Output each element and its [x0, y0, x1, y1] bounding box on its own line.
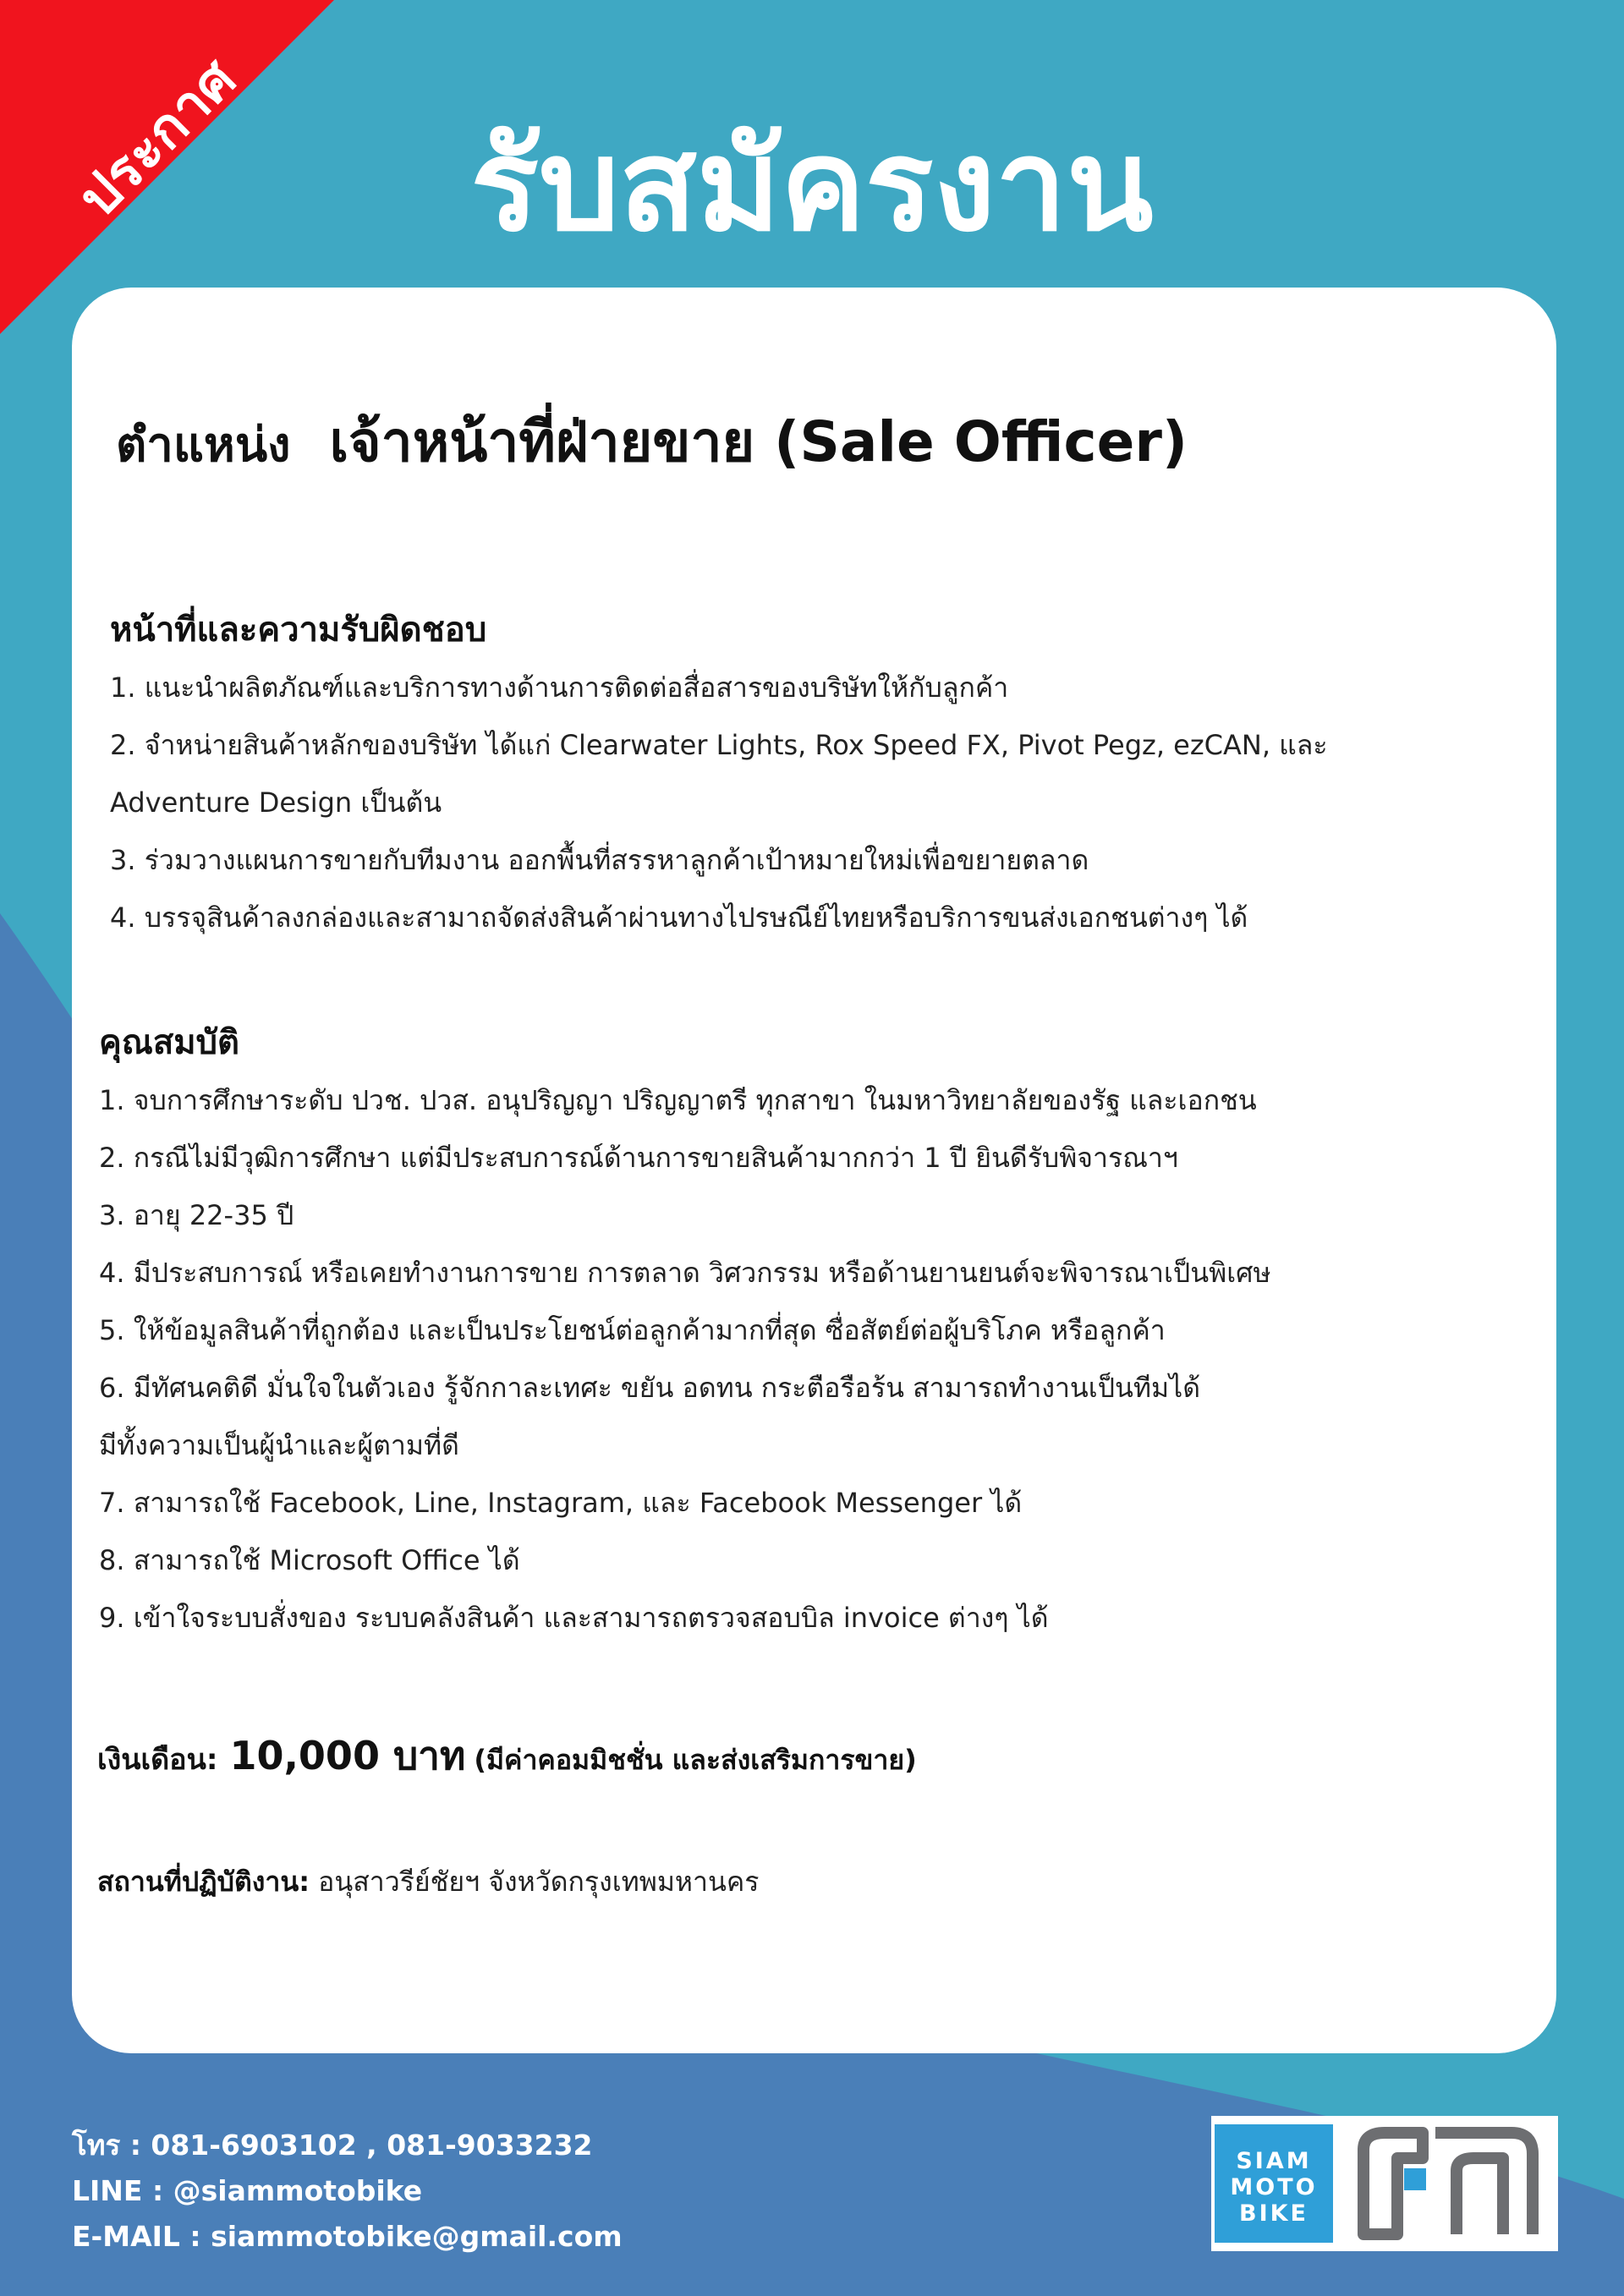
qualification-item: 8. สามารถใช้ Microsoft Office ได้: [99, 1544, 520, 1576]
duties-title: หน้าที่และความรับผิดชอบ: [110, 611, 487, 649]
qualification-item: มีทั้งความเป็นผู้นำและผู้ตามที่ดี: [99, 1429, 459, 1461]
duty-item: 4. บรรจุสินค้าลงกล่องและสามาถจัดส่งสินค้าผ่านทางไปรษณีย์ไทยหรือบริการขนส่งเอกชนต่างๆ ได้: [110, 901, 1248, 934]
qualification-item: 6. มีทัศนคติดี มั่นใจในตัวเอง รู้จักกาละเทศะ ขยัน อดทน กระตือรือร้น สามารถทำงานเป็นทีมได้: [99, 1372, 1200, 1404]
qualification-item: 7. สามารถใช้ Facebook, Line, Instagram, และ Facebook Messenger ได้: [99, 1487, 1023, 1519]
contact-line: LINE : @siammotobike: [72, 2174, 423, 2207]
contact-email: E-MAIL : siammotobike@gmail.com: [72, 2220, 623, 2253]
position-label: ตำแหน่ง: [116, 418, 291, 473]
qualifications-list: [99, 1071, 1271, 1647]
logo-mark-icon: [1338, 2124, 1550, 2244]
salary-label: เงินเดือน:: [97, 1743, 218, 1777]
location-line: [97, 1860, 759, 1904]
logo-wordmark: [1215, 2148, 1333, 2227]
duty-item: 3. ร่วมวางแผนการขายกับทีมงาน ออกพื้นที่สรรหาลูกค้าเป้าหมายใหม่เพื่อขยายตลาด: [110, 844, 1089, 876]
qualification-item: 3. อายุ 22-35 ปี: [99, 1199, 294, 1231]
salary-note: (มีค่าคอมมิชชั่น และส่งเสริมการขาย): [474, 1744, 917, 1776]
duty-item: 2. จำหน่ายสินค้าหลักของบริษัท ได้แก่ Clearwater Lights, Rox Speed FX, Pivot Pegz, ezCAN, และ: [110, 729, 1328, 761]
logo-word-siam: SIAM: [1236, 2148, 1312, 2174]
logo-word-bike: BIKE: [1239, 2200, 1309, 2227]
duties-list: [110, 659, 1328, 946]
qualification-item: 1. จบการศึกษาระดับ ปวช. ปวส. อนุปริญญา ปริญญาตรี ทุกสาขา ในมหาวิทยาลัยของรัฐ และเอกชน: [99, 1084, 1257, 1116]
siam-moto-bike-logo: [1211, 2116, 1558, 2251]
contact-phone: โทร : 081-6903102 , 081-9033232: [72, 2129, 593, 2162]
duty-item: 1. แนะนำผลิตภัณฑ์และบริการทางด้านการติดต่อสื่อสารของบริษัทให้กับลูกค้า: [110, 671, 1009, 704]
qualification-item: 4. มีประสบการณ์ หรือเคยทำงานการขาย การตลาด วิศวกรรม หรือด้านยานยนต์จะพิจารณาเป็นพิเศษ: [99, 1257, 1271, 1289]
page-title: รับสมัครงาน: [470, 112, 1154, 260]
qualification-item: 2. กรณีไม่มีวุฒิการศึกษา แต่มีประสบการณ์ด้านการขายสินค้ามากกว่า 1 ปี ยินดีรับพิจารณาฯ: [99, 1142, 1178, 1174]
qualification-item: 9. เข้าใจระบบสั่งของ ระบบคลังสินค้า และสามารถตรวจสอบบิล invoice ต่างๆ ได้: [99, 1602, 1049, 1634]
salary-amount: 10,000 บาท: [229, 1733, 466, 1778]
corner-label: ประกาศ: [66, 47, 250, 230]
qualifications-title: คุณสมบัติ: [99, 1023, 240, 1062]
position-heading: [116, 397, 1188, 486]
qualification-item: 5. ให้ข้อมูลสินค้าที่ถูกต้อง และเป็นประโยชน์ต่อลูกค้ามากที่สุด ซื่อสัตย์ต่อผู้บริโภค หรือลูกค้า: [99, 1314, 1166, 1346]
logo-word-moto: MOTO: [1230, 2174, 1318, 2200]
duty-item: Adventure Design เป็นต้น: [110, 786, 442, 819]
position-value: เจ้าหน้าที่ฝ่ายขาย (Sale Officer): [329, 409, 1188, 474]
salary-line: [97, 1725, 917, 1787]
location-value: อนุสาวรีย์ชัยฯ จังหวัดกรุงเทพมหานคร: [310, 1866, 760, 1898]
location-label: สถานที่ปฏิบัติงาน:: [97, 1866, 310, 1898]
contact-info: [72, 2123, 623, 2260]
